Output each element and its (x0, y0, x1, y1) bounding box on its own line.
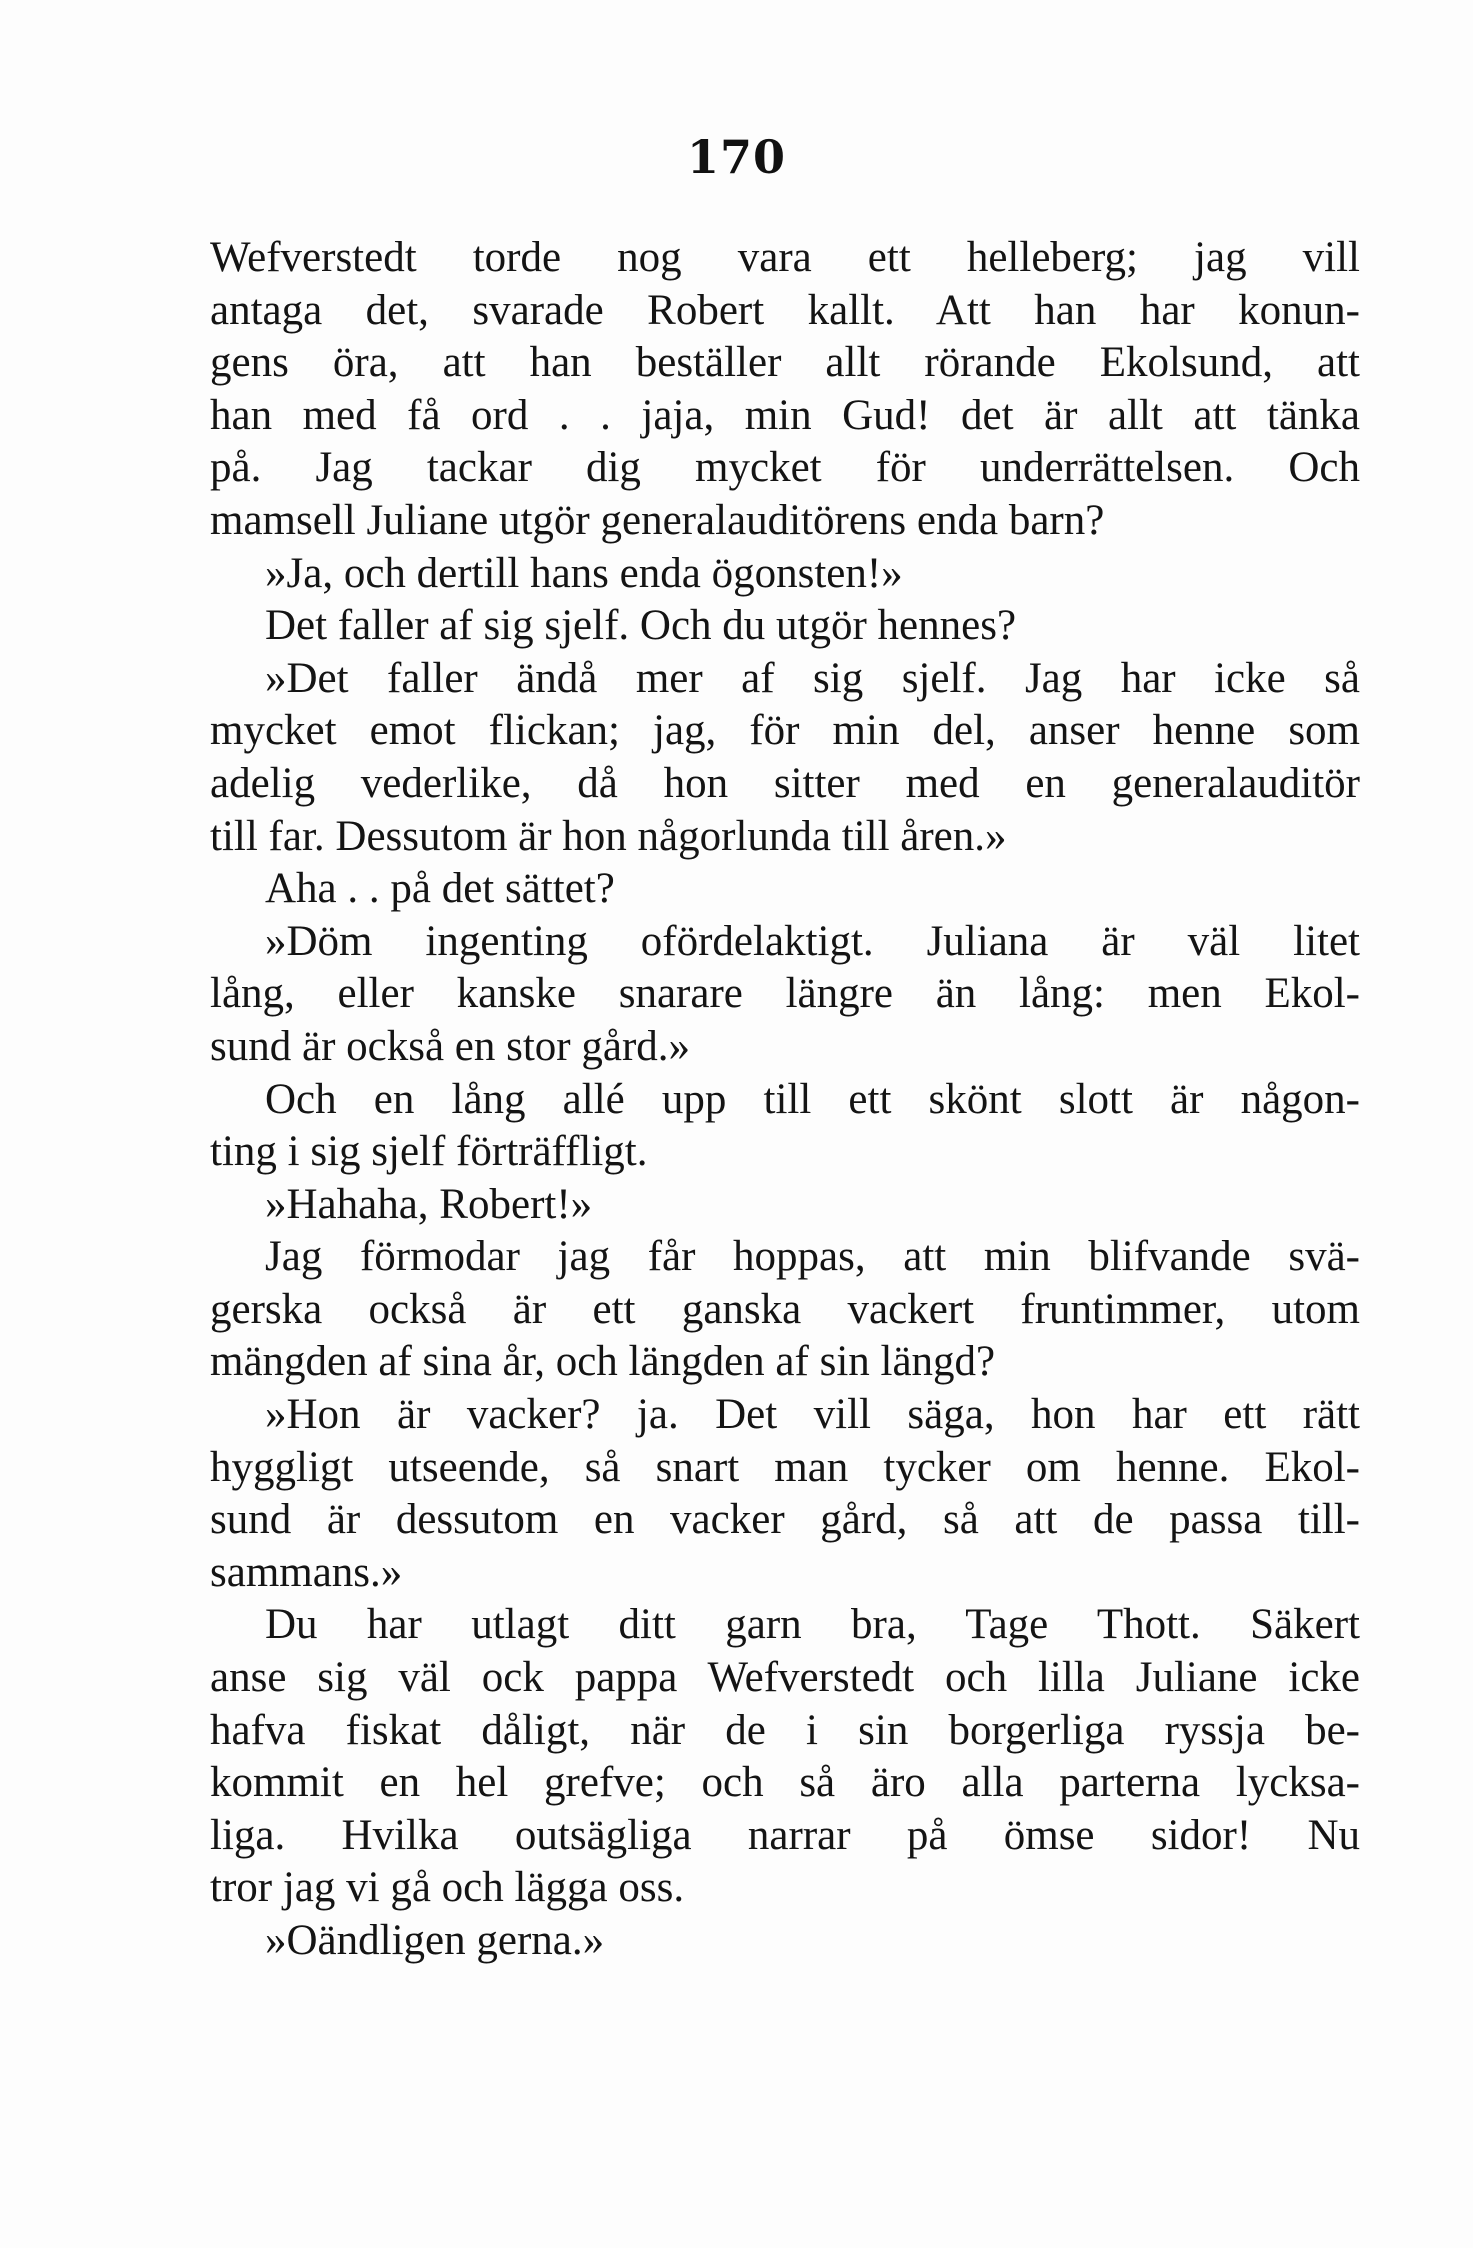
text-line: hyggligt utseende, så snart man tycker om henne. Ekol- (210, 1443, 1360, 1491)
text-line: gerska också är ett ganska vackert fruntimmer, utom (210, 1285, 1360, 1333)
text-line: Det faller af sig sjelf. Och du utgör hennes? (265, 602, 1017, 650)
text-line: till far. Dessutom är hon någorlunda till åren.» (210, 812, 1007, 860)
text-line: mycket emot flickan; jag, för min del, anser henne som (210, 707, 1360, 755)
text-line: han med få ord . . jaja, min Gud! det är allt att tänka (210, 391, 1360, 439)
text-line: Du har utlagt ditt garn bra, Tage Thott. Säkert (265, 1601, 1360, 1649)
text-line: sund är dessutom en vacker gård, så att de passa till- (210, 1496, 1360, 1544)
text-line: mamsell Juliane utgör generalauditörens enda barn? (210, 496, 1105, 544)
text-line: Aha . . på det sättet? (265, 865, 615, 913)
text-line: sund är också en stor gård.» (210, 1022, 691, 1070)
text-line: liga. Hvilka outsägliga narrar på ömse sidor! Nu (210, 1811, 1360, 1859)
text-line: anse sig väl ock pappa Wefverstedt och lilla Juliane icke (210, 1654, 1360, 1702)
text-line: Jag förmodar jag får hoppas, att min blifvande svä- (265, 1233, 1360, 1281)
text-line: »Oändligen gerna.» (265, 1917, 605, 1964)
text-line: lång, eller kanske snarare längre än lång: men Ekol- (210, 970, 1360, 1018)
text-line: på. Jag tackar dig mycket för underrättelsen. Och (210, 444, 1360, 492)
text-line: gens öra, att han beställer allt rörande Ekolsund, att (210, 339, 1360, 387)
text-line: »Hahaha, Robert!» (265, 1180, 593, 1228)
text-line: tror jag vi gå och lägga oss. (210, 1864, 685, 1912)
body-text (210, 232, 1360, 1968)
text-line: sammans.» (210, 1548, 403, 1596)
text-line: Och en lång allé upp till ett skönt slott är någon- (265, 1075, 1360, 1123)
text-line: mängden af sina år, och längden af sin längd? (210, 1338, 996, 1386)
text-line: Wefverstedt torde nog vara ett helleberg; jag vill (210, 234, 1360, 281)
text-line: »Det faller ändå mer af sig sjelf. Jag har icke så (265, 654, 1360, 702)
page-number: 170 (686, 130, 787, 184)
text-line: adelig vederlike, då hon sitter med en generalauditör (210, 759, 1360, 807)
text-line: ting i sig sjelf förträffligt. (210, 1128, 648, 1176)
text-line: antaga det, svarade Robert kallt. Att han har konun- (210, 286, 1360, 334)
text-line: »Hon är vacker? ja. Det vill säga, hon har ett rätt (265, 1391, 1360, 1439)
text-line: »Döm ingenting ofördelaktigt. Juliana är väl litet (265, 917, 1360, 965)
text-line: hafva fiskat dåligt, när de i sin borgerliga ryssja be- (210, 1706, 1360, 1754)
text-line: kommit en hel grefve; och så äro alla parterna lycksa- (210, 1759, 1360, 1807)
text-line: »Ja, och dertill hans enda ögonsten!» (265, 549, 903, 597)
